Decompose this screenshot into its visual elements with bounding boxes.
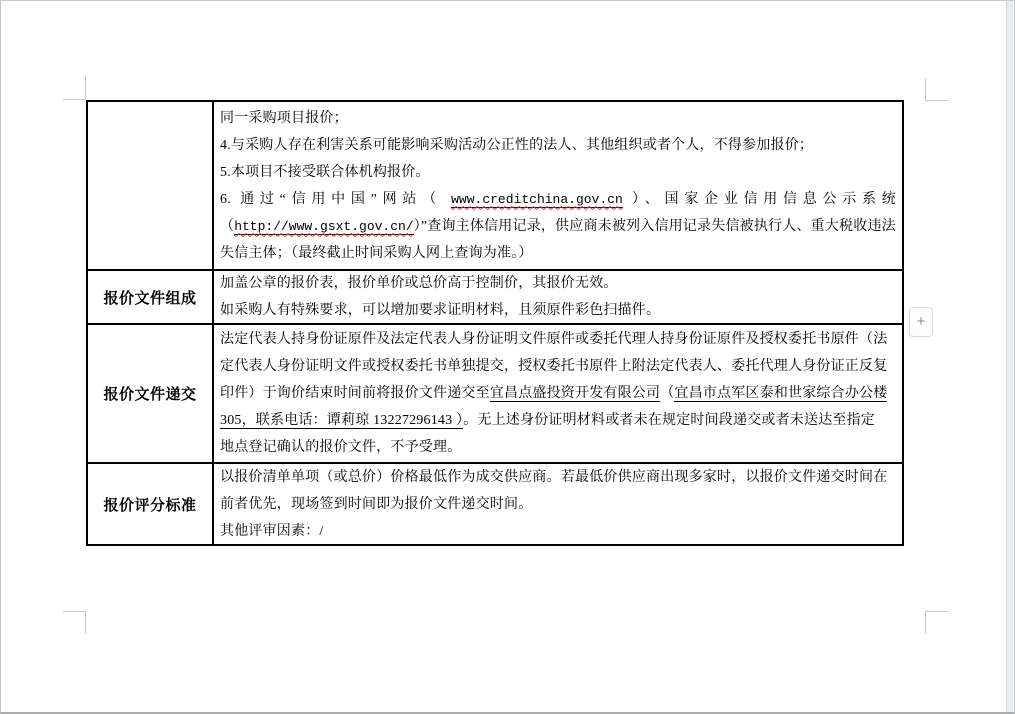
text-segment: ）”查询主体信用记录，供应商未被列入信用记录失信被执行人、重大税收违法 (413, 218, 896, 234)
row-content-cell (214, 271, 902, 323)
text-line (220, 380, 896, 407)
text-line (220, 297, 896, 324)
url-text: http://www.gsxt.gov.cn/ (234, 218, 414, 234)
text-line (220, 186, 896, 213)
underlined-text: 宜昌点盛投资开发有限公司 (489, 386, 661, 401)
row-header-cell (88, 102, 214, 269)
text-line (220, 132, 896, 159)
text-line (220, 240, 896, 267)
row-header-cell: 报价文件组成 (88, 271, 214, 323)
text-segment: 同一采购项目报价； (220, 110, 348, 126)
margin-crop-mark-top-left (63, 76, 86, 100)
text-line (220, 326, 896, 353)
text-line (220, 159, 896, 186)
text-segment: 加盖公章的报价表，报价单价或总价高于控制价，其报价无效。 (220, 276, 618, 291)
row-content-cell (214, 102, 902, 269)
text-segment: 。无上述身份证明材料或者未在规定时间段递交或者未送达至指定 (463, 413, 876, 428)
text-segment: 地点登记确认的报价文件，不予受理。 (220, 440, 462, 455)
text-line (220, 518, 896, 545)
row-header-cell: 报价评分标准 (88, 464, 214, 544)
text-line (220, 434, 896, 461)
text-segment: 失信主体；（最终截止时间采购人网上查询为准。） (220, 245, 533, 261)
insert-plus-button[interactable]: + (909, 307, 933, 337)
table-row (88, 271, 902, 325)
text-segment: 6. 通过“信用中国”网站（ (220, 191, 452, 207)
margin-crop-mark-top-right (925, 78, 948, 101)
table-row (88, 464, 902, 544)
text-line (220, 353, 896, 380)
text-segment: 前者优先，现场签到时间即为报价文件递交时间。 (220, 496, 533, 512)
text-segment: 印件）于询价结束时间前将报价文件递交至 (220, 386, 490, 401)
table-row (88, 102, 902, 271)
text-line (220, 105, 896, 132)
url-text: www.creditchina.gov.cn (451, 191, 623, 207)
text-segment: 定代表人身份证明文件或授权委托书单独提交，授权委托书原件上附法定代表人、委托代理人身份证正反复 (220, 359, 888, 374)
text-segment: 5.本项目不接受联合体机构报价。 (220, 164, 430, 180)
quotation-requirements-table (86, 100, 904, 546)
row-header-cell: 报价文件递交 (88, 325, 214, 462)
text-line (220, 407, 896, 434)
underlined-text: 305，联系电话：谭莉琼 13227296143 ） (220, 413, 464, 428)
text-segment: 其他评审因素：/ (220, 523, 324, 539)
row-content-cell (214, 464, 902, 544)
margin-crop-mark-bottom-right (925, 611, 948, 634)
text-segment: 法定代表人持身份证原件及法定代表人身份证明文件原件或委托代理人持身份证原件及授权委托书原件（法 (220, 332, 888, 347)
text-segment: 以报价清单单项（或总价）价格最低作为成交供应商。若最低价供应商出现多家时，以报价文件递交时间在 (220, 469, 888, 485)
text-line (220, 491, 896, 518)
table-row (88, 325, 902, 464)
text-segment: 4.与采购人存在利害关系可能影响采购活动公正性的法人、其他组织或者个人，不得参加报价； (220, 137, 814, 153)
vertical-scrollbar-track[interactable] (1006, 1, 1013, 712)
text-segment: （ (220, 218, 235, 234)
text-line (220, 464, 896, 491)
row-content-cell (214, 325, 902, 462)
text-segment: 如采购人有特殊要求，可以增加要求证明材料，且须原件彩色扫描件。 (220, 303, 661, 318)
margin-crop-mark-bottom-left (63, 611, 86, 634)
underlined-text: 宜昌市点军区泰和世家综合办公楼 (674, 386, 888, 401)
text-segment: （ (660, 386, 675, 401)
text-line (220, 271, 896, 297)
text-line (220, 213, 896, 240)
text-segment: ）、国家企业信用信息公示系统 (622, 191, 897, 207)
